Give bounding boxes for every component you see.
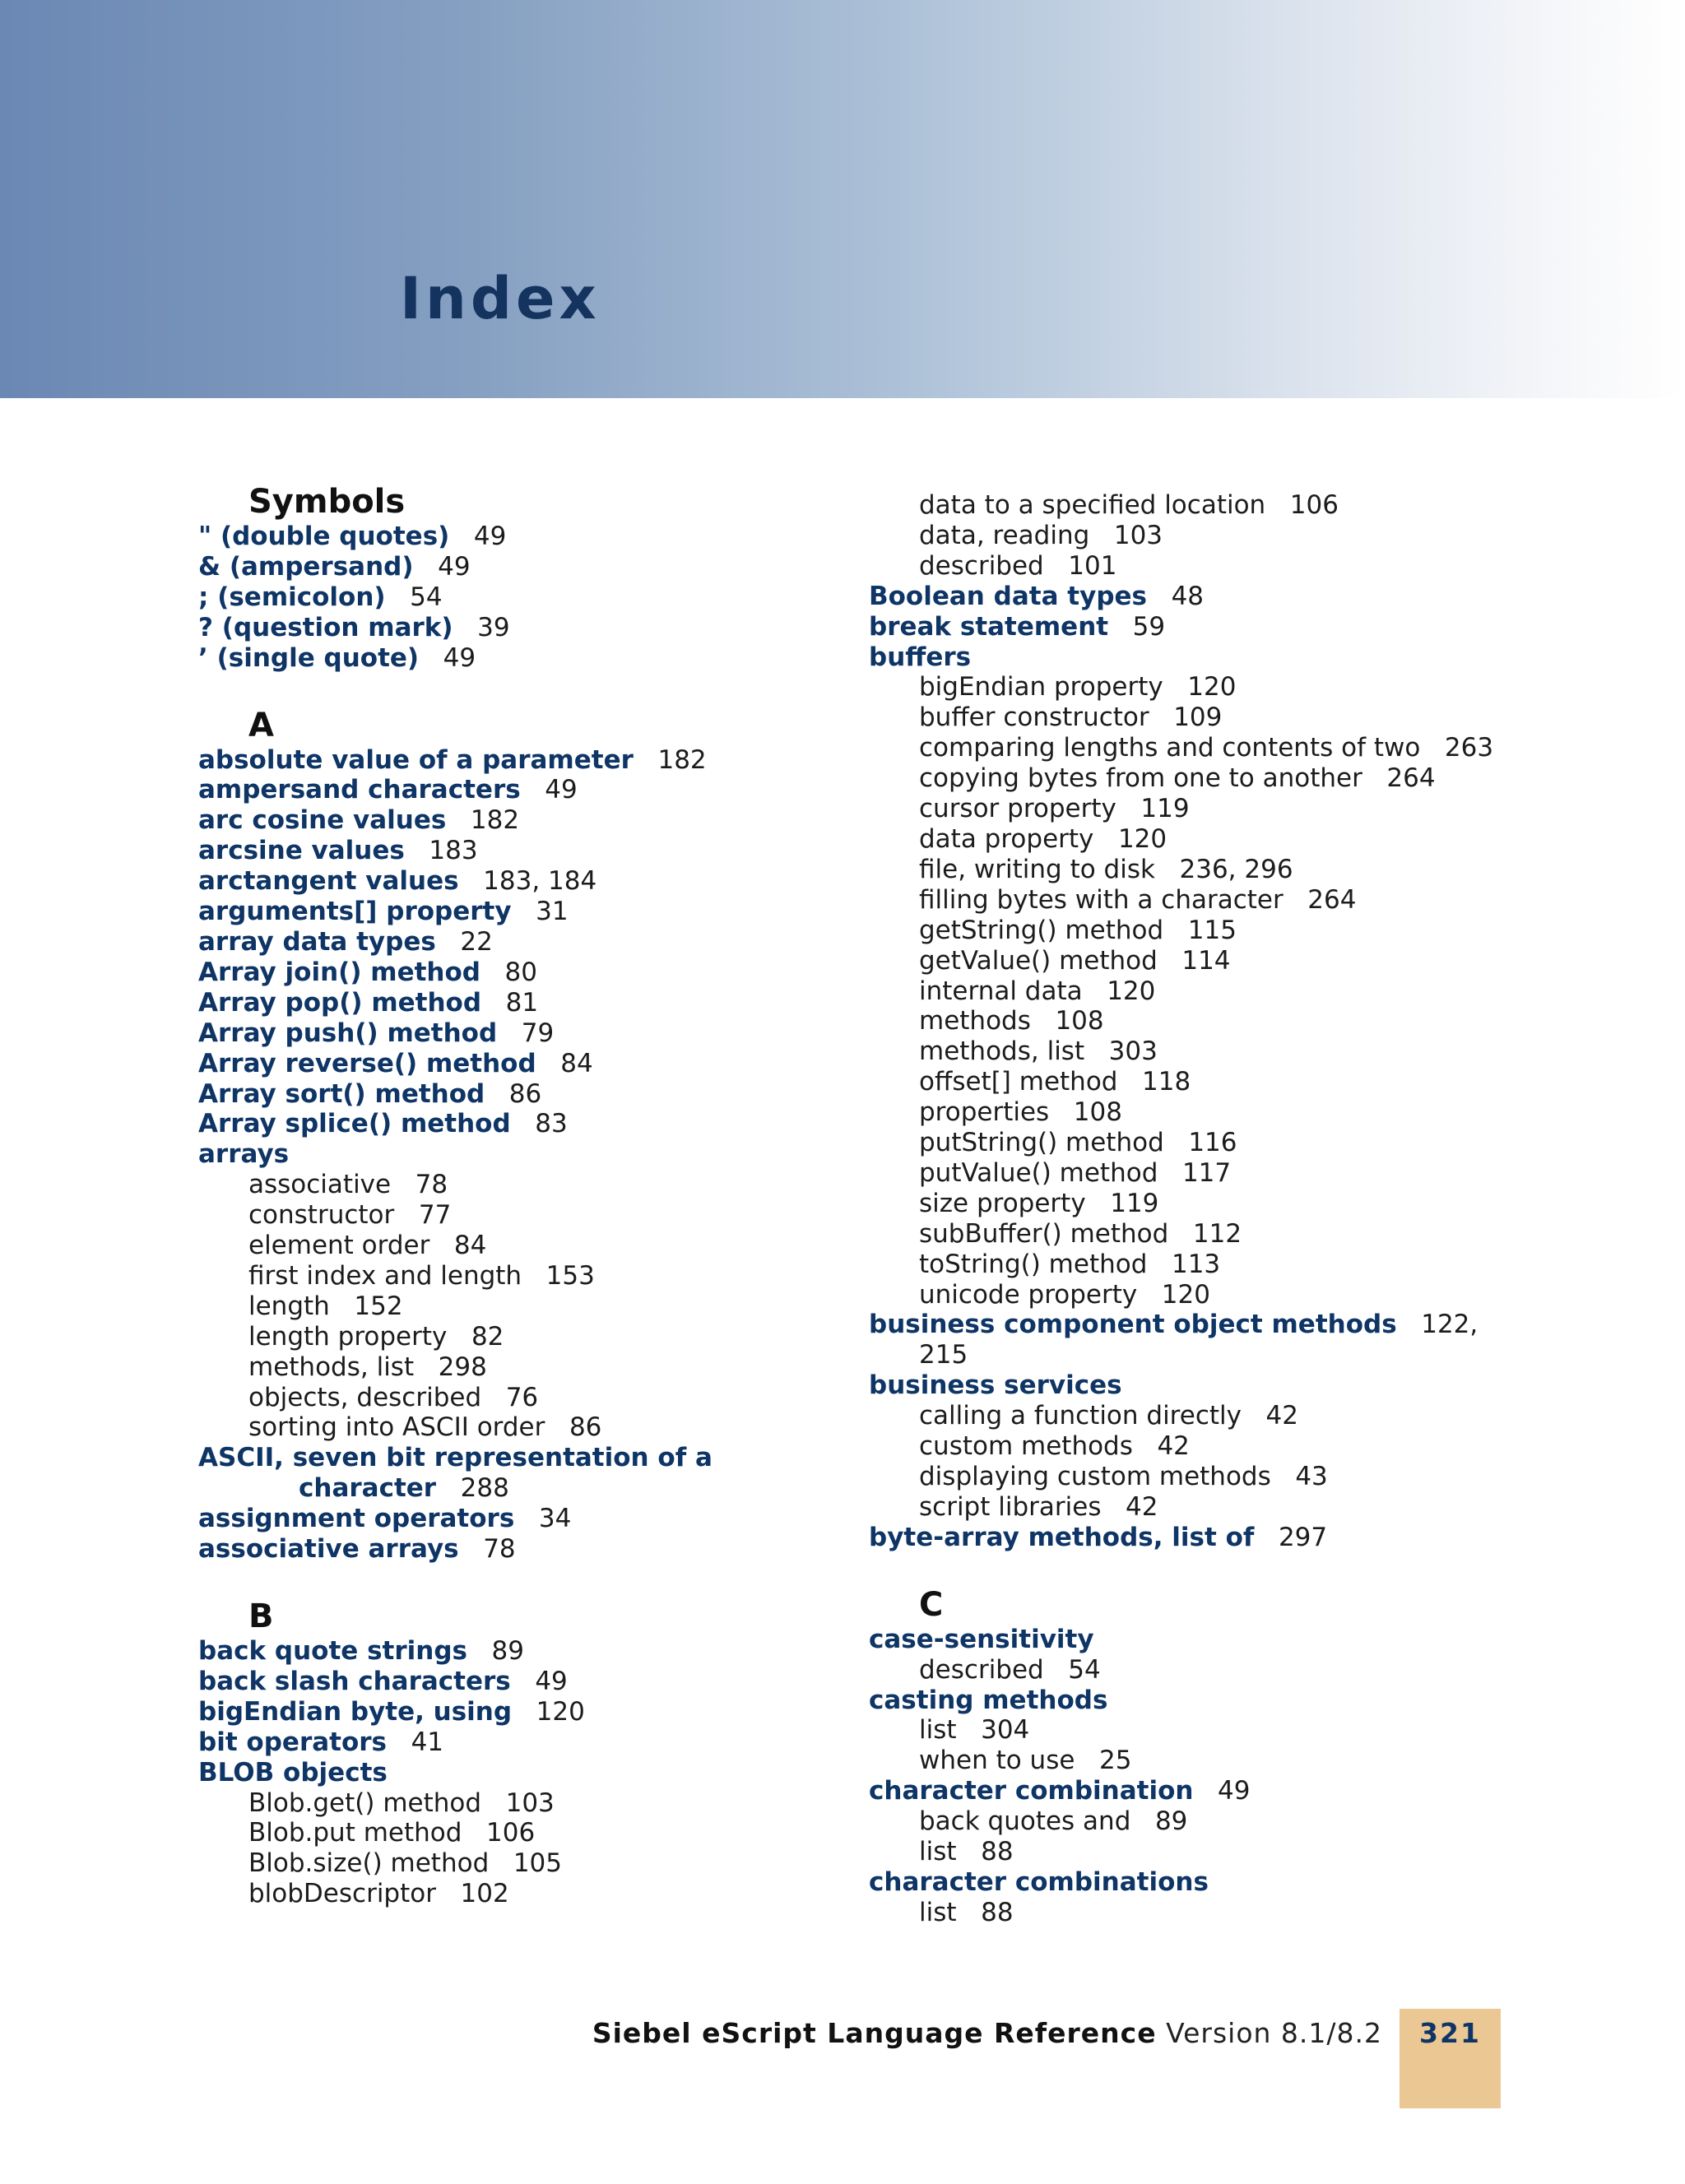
index-subentry (869, 1036, 1494, 1067)
index-entry (198, 775, 824, 805)
page-ref: 298 (438, 1352, 487, 1382)
subentry-text: unicode property (919, 1279, 1138, 1310)
page-number-box (1400, 2009, 1501, 2108)
subentry-text: described (919, 550, 1044, 581)
index-entry (869, 1523, 1494, 1553)
index-term: Array reverse() method (198, 1048, 536, 1078)
index-term: Array sort() method (198, 1078, 485, 1109)
index-entry (198, 897, 824, 927)
subentry-text: custom methods (919, 1431, 1133, 1462)
subentry-text: getString() method (919, 915, 1164, 945)
page-ref: 49 (1218, 1776, 1251, 1806)
subentry-text: list (919, 1837, 957, 1867)
index-subentry (198, 1412, 824, 1443)
index-subentry (869, 1250, 1494, 1280)
index-term: buffers (869, 642, 972, 672)
section-gap (869, 1553, 1494, 1585)
index-entry (198, 836, 824, 866)
page-ref: 116 (1188, 1128, 1237, 1158)
index-entry (869, 642, 1494, 673)
index-subentry (869, 1097, 1494, 1128)
index-subentry (869, 763, 1494, 794)
page-ref: 103 (1113, 520, 1163, 550)
page-ref: 86 (569, 1412, 602, 1443)
index-term: back quote strings (198, 1636, 467, 1666)
index-subentry (869, 794, 1494, 824)
index-term: associative arrays (198, 1534, 459, 1565)
page-ref: 304 (981, 1715, 1030, 1746)
index-term: break statement (869, 611, 1109, 642)
page-ref: 236, 296 (1179, 854, 1293, 884)
page-ref: 122, (1421, 1310, 1478, 1340)
page-ref: 106 (1289, 490, 1339, 520)
page-ref: 119 (1110, 1188, 1159, 1218)
subentry-text: methods, list (919, 1036, 1085, 1067)
page-ref: 42 (1157, 1431, 1190, 1462)
page-ref: 152 (354, 1291, 403, 1321)
page-ref: 106 (486, 1818, 536, 1848)
page-ref: 81 (505, 987, 539, 1018)
subentry-text: Blob.size() method (248, 1848, 490, 1879)
page-ref: 114 (1181, 945, 1231, 976)
section-gap (198, 674, 824, 706)
index-subentry (198, 1261, 824, 1291)
index-term: character (299, 1473, 437, 1504)
index-term: array data types (198, 926, 436, 957)
subentry-text: internal data (919, 976, 1083, 1006)
subentry-text: sorting into ASCII order (248, 1412, 545, 1443)
page-ref: 120 (536, 1696, 585, 1727)
subentry-text: length (248, 1291, 330, 1321)
index-entry (198, 1697, 824, 1727)
page-ref: 117 (1181, 1157, 1232, 1188)
page-ref: 88 (981, 1897, 1014, 1927)
page-ref: 82 (471, 1321, 504, 1352)
index-subentry (869, 1898, 1494, 1928)
index-subentry (869, 1746, 1494, 1776)
index-term: Boolean data types (869, 581, 1147, 611)
page-ref: 109 (1173, 702, 1223, 733)
page-ref: 78 (415, 1170, 448, 1200)
subentry-text: filling bytes with a character (919, 884, 1283, 915)
page-ref: 263 (1444, 733, 1494, 763)
subentry-text: getValue() method (919, 945, 1158, 976)
page-ref: 105 (513, 1848, 562, 1879)
index-term: ; (semicolon) (198, 582, 386, 612)
index-subentry (869, 1189, 1494, 1219)
index-term: arcsine values (198, 836, 405, 866)
subentry-text: Blob.put method (248, 1818, 462, 1848)
index-subentry (869, 490, 1494, 521)
section-heading-c: C (919, 1585, 944, 1624)
index-entry-continuation (869, 1340, 1494, 1370)
subentry-text: first index and length (248, 1260, 522, 1291)
page-ref: 89 (1154, 1806, 1188, 1837)
subentry-text: objects, described (248, 1382, 482, 1412)
page-ref: 84 (453, 1231, 487, 1261)
index-subentry (198, 1322, 824, 1352)
index-column-right (869, 490, 1494, 1928)
subentry-text: size property (919, 1188, 1086, 1218)
index-subentry (198, 1352, 824, 1383)
index-entry (198, 1139, 824, 1170)
page-ref: 79 (521, 1018, 555, 1048)
subentry-text: methods, list (248, 1352, 415, 1382)
page-ref: 215 (919, 1340, 968, 1370)
subentry-text: list (919, 1715, 957, 1746)
index-entry (198, 1109, 824, 1139)
page-ref: 84 (560, 1048, 593, 1078)
page-ref: 41 (411, 1727, 444, 1757)
index-entry (198, 643, 824, 674)
page-ref: 86 (508, 1078, 542, 1109)
index-term: BLOB objects (198, 1757, 388, 1788)
index-term: ampersand characters (198, 775, 521, 805)
page-number: 321 (1419, 2017, 1481, 2049)
page-ref: 54 (410, 582, 443, 612)
index-entry (198, 1079, 824, 1110)
section-heading-a: A (248, 706, 274, 744)
page-ref: 120 (1107, 976, 1156, 1006)
index-term: bigEndian byte, using (198, 1696, 513, 1727)
index-entry (198, 988, 824, 1018)
index-entry (198, 927, 824, 958)
page-ref: 303 (1108, 1036, 1158, 1067)
index-term: ’ (single quote) (198, 642, 420, 673)
subentry-text: data property (919, 823, 1094, 854)
index-subentry (869, 1715, 1494, 1746)
index-entry (198, 1504, 824, 1534)
subentry-text: data, reading (919, 520, 1090, 550)
subentry-text: subBuffer() method (919, 1218, 1169, 1249)
index-subentry (869, 1837, 1494, 1867)
page-ref: 120 (1161, 1279, 1210, 1310)
index-entry (869, 612, 1494, 642)
page-ref: 102 (460, 1879, 509, 1909)
subentry-text: methods (919, 1006, 1031, 1036)
page-ref: 115 (1187, 915, 1237, 945)
index-entry (869, 1686, 1494, 1716)
subentry-text: putString() method (919, 1128, 1164, 1158)
index-term: Array pop() method (198, 987, 482, 1018)
page-ref: 120 (1117, 823, 1167, 854)
index-subentry (198, 1231, 824, 1261)
page-ref: 120 (1187, 672, 1237, 702)
index-term: character combination (869, 1776, 1194, 1806)
page-ref: 264 (1386, 763, 1436, 794)
subentry-text: offset[] method (919, 1067, 1118, 1097)
index-entry (198, 1049, 824, 1079)
page-ref: 42 (1265, 1401, 1298, 1431)
index-subentry (198, 1383, 824, 1413)
page-ref: 89 (491, 1636, 524, 1666)
page-ref: 153 (545, 1260, 595, 1291)
page-ref: 49 (473, 522, 507, 551)
subentry-text: displaying custom methods (919, 1462, 1271, 1491)
index-subentry (198, 1170, 824, 1200)
index-term: business component object methods (869, 1310, 1397, 1340)
index-term: back slash characters (198, 1666, 511, 1696)
page-footer (0, 2009, 1685, 2108)
page-ref: 112 (1192, 1218, 1242, 1249)
index-subentry (869, 1006, 1494, 1036)
index-entry (869, 1776, 1494, 1806)
index-subentry (869, 1158, 1494, 1189)
subentry-text: properties (919, 1097, 1050, 1128)
header-banner (0, 0, 1685, 398)
section-heading-symbols: Symbols (248, 483, 406, 521)
index-entry (198, 1534, 824, 1565)
index-entry (198, 805, 824, 836)
page-ref: 118 (1142, 1067, 1191, 1097)
page-ref: 54 (1068, 1654, 1101, 1685)
index-subentry (869, 1401, 1494, 1431)
page-ref: 59 (1132, 611, 1166, 642)
index-subentry (198, 1788, 824, 1819)
page-ref: 108 (1055, 1006, 1104, 1036)
index-subentry (198, 1879, 824, 1909)
index-subentry (869, 1462, 1494, 1492)
index-entry (869, 1867, 1494, 1898)
index-term: case-sensitivity (869, 1624, 1094, 1654)
index-term: absolute value of a parameter (198, 744, 634, 775)
index-entry (198, 1758, 824, 1788)
page-title: Index (400, 265, 601, 332)
page-ref: 42 (1126, 1491, 1158, 1522)
book-version: Version 8.1/8.2 (1166, 2017, 1382, 2049)
index-entry (198, 745, 824, 776)
subentry-text: element order (248, 1231, 430, 1261)
page-ref: 183, 184 (483, 866, 597, 897)
index-term: assignment operators (198, 1504, 515, 1534)
page-ref: 49 (535, 1666, 568, 1696)
index-subentry (869, 1492, 1494, 1523)
index-entry (869, 1310, 1494, 1340)
index-entry (198, 613, 824, 643)
index-subentry (869, 885, 1494, 916)
page-ref: 103 (505, 1788, 555, 1818)
page-ref: 76 (505, 1382, 539, 1412)
index-subentry (869, 824, 1494, 855)
index-subentry (869, 702, 1494, 733)
index-term: arc cosine values (198, 805, 447, 836)
index-term: arguments[] property (198, 897, 512, 927)
index-term: business services (869, 1370, 1122, 1401)
index-subentry (869, 551, 1494, 582)
index-subentry (869, 1655, 1494, 1686)
index-entry (198, 1727, 824, 1758)
index-subentry (869, 976, 1494, 1007)
subentry-text: constructor (248, 1200, 395, 1231)
page-ref: 83 (535, 1109, 568, 1139)
index-entry (198, 958, 824, 988)
index-entry (198, 1636, 824, 1667)
index-subentry (869, 521, 1494, 551)
subentry-text: buffer constructor (919, 702, 1149, 733)
page-ref: 119 (1140, 794, 1190, 824)
index-entry (869, 1370, 1494, 1401)
subentry-text: putValue() method (919, 1157, 1158, 1188)
index-subentry (198, 1818, 824, 1848)
page-ref: 49 (545, 775, 578, 805)
subentry-text: copying bytes from one to another (919, 763, 1362, 794)
page-ref: 25 (1098, 1746, 1132, 1776)
index-subentry (869, 1280, 1494, 1310)
subentry-text: data to a specified location (919, 490, 1266, 520)
page-ref: 31 (536, 897, 569, 927)
index-subentry (869, 733, 1494, 763)
index-term: Array push() method (198, 1018, 498, 1048)
index-term: & (ampersand) (198, 551, 414, 582)
page-ref: 88 (981, 1837, 1014, 1867)
index-entry (198, 1018, 824, 1049)
index-entry (198, 1667, 824, 1697)
index-entry (198, 522, 824, 552)
page-ref: 101 (1068, 550, 1117, 581)
index-subentry (198, 1200, 824, 1231)
index-entry (198, 582, 824, 613)
subentry-text: blobDescriptor (248, 1879, 436, 1909)
index-subentry (869, 1067, 1494, 1097)
subentry-text: list (919, 1897, 957, 1927)
index-subentry (869, 1219, 1494, 1250)
page-ref: 48 (1171, 581, 1205, 611)
index-entry (869, 582, 1494, 612)
index-term: " (double quotes) (198, 522, 450, 551)
index-column-left (198, 482, 824, 1909)
index-term: ASCII, seven bit representation of a (198, 1443, 713, 1473)
book-title: Siebel eScript Language Reference (592, 2017, 1157, 2049)
index-term: byte-array methods, list of (869, 1522, 1255, 1552)
subentry-text: toString() method (919, 1249, 1148, 1279)
index-term: character combinations (869, 1866, 1209, 1897)
page-ref: 108 (1073, 1097, 1122, 1128)
subentry-text: length property (248, 1321, 448, 1352)
page-ref: 77 (418, 1200, 452, 1231)
index-subentry (869, 672, 1494, 702)
subentry-text: cursor property (919, 794, 1116, 824)
subentry-text: file, writing to disk (919, 854, 1155, 884)
page-ref: 39 (477, 612, 510, 642)
index-entry (198, 866, 824, 897)
page-ref: 182 (657, 744, 707, 775)
page-ref: 183 (429, 836, 478, 866)
index-term: Array splice() method (198, 1109, 511, 1139)
page-ref: 78 (483, 1534, 516, 1565)
page-ref: 80 (504, 957, 537, 987)
page-ref: 182 (470, 805, 520, 836)
index-entry (198, 552, 824, 582)
index-subentry (198, 1291, 824, 1322)
subentry-text: associative (248, 1170, 392, 1200)
subentry-text: when to use (919, 1746, 1075, 1776)
subentry-text: script libraries (919, 1491, 1102, 1522)
index-term: casting methods (869, 1685, 1108, 1715)
index-entry (869, 1625, 1494, 1655)
page-ref: 49 (438, 551, 471, 582)
index-term: Array join() method (198, 957, 480, 987)
page-ref: 288 (460, 1473, 509, 1504)
subentry-text: bigEndian property (919, 672, 1163, 702)
index-subentry (869, 946, 1494, 976)
index-term: bit operators (198, 1727, 388, 1757)
page-ref: 34 (538, 1504, 572, 1534)
subentry-text: calling a function directly (919, 1401, 1242, 1431)
index-subentry (869, 855, 1494, 885)
subentry-text: Blob.get() method (248, 1788, 482, 1818)
page-ref: 297 (1278, 1522, 1328, 1552)
index-term: arrays (198, 1139, 290, 1170)
subentry-text: described (919, 1654, 1044, 1685)
page-ref: 264 (1307, 884, 1357, 915)
index-subentry (869, 1431, 1494, 1462)
index-term: arctangent values (198, 866, 459, 897)
page-ref: 113 (1171, 1249, 1221, 1279)
subentry-text: comparing lengths and contents of two (919, 733, 1421, 763)
index-term: ? (question mark) (198, 612, 453, 642)
page-ref: 43 (1295, 1462, 1328, 1491)
index-subentry (869, 916, 1494, 946)
section-gap (198, 1565, 824, 1597)
index-subentry (869, 1806, 1494, 1837)
index-entry-continuation (198, 1473, 824, 1504)
footer-book-line (592, 2009, 1382, 2058)
index-subentry (198, 1848, 824, 1879)
index-entry (198, 1443, 824, 1473)
index-subentry (869, 1128, 1494, 1158)
page-ref: 49 (443, 642, 476, 673)
section-heading-b: B (248, 1597, 274, 1635)
subentry-text: back quotes and (919, 1806, 1131, 1837)
page-ref: 22 (460, 926, 493, 957)
